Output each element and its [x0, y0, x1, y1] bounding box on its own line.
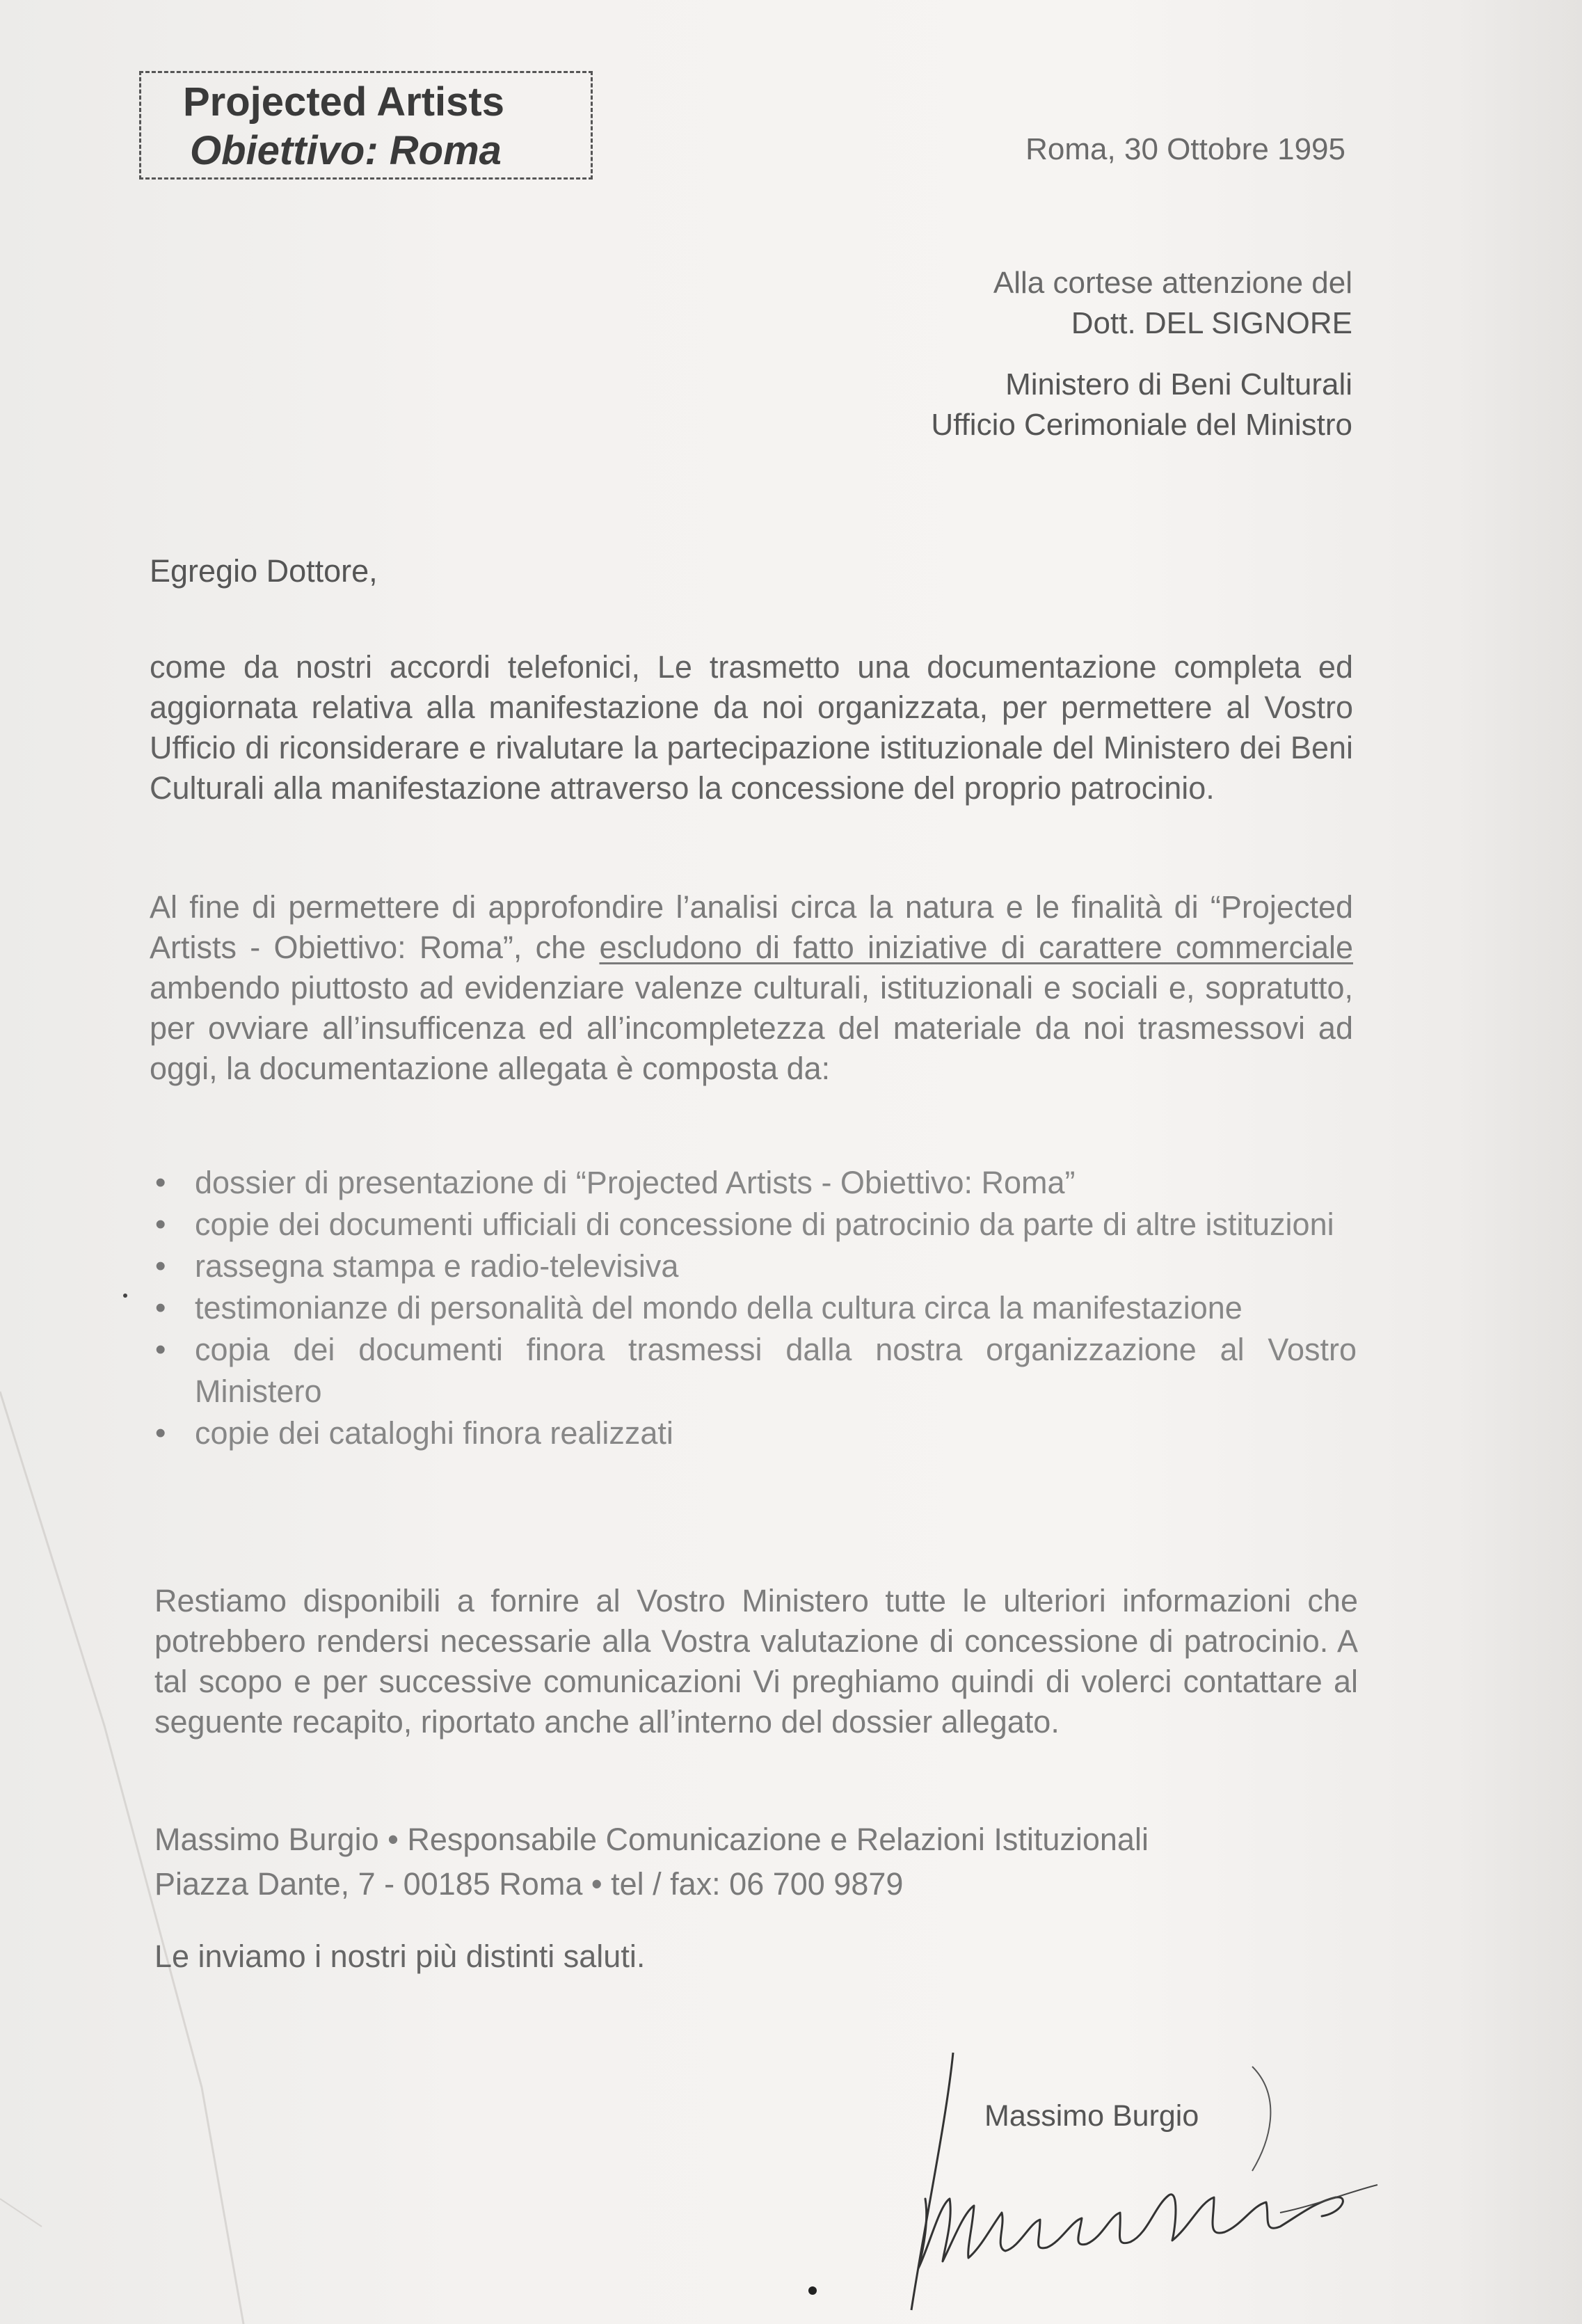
recipient-block [931, 263, 1352, 445]
signatory-name: Massimo Burgio [984, 2099, 1199, 2133]
body-paragraph-2 [150, 887, 1353, 1089]
paragraph-2-rest: ambendo piuttosto ad evidenziare valenze culturali, istituzionali e sociali e, sopratutto, per ovviare all’insufficenza ed all’incompletezza del materiale da noi trasmessovi ad oggi, la documentazione allegata è composta da: [150, 970, 1353, 1086]
attachments-list [150, 1162, 1357, 1454]
handwritten-signature [863, 2039, 1433, 2317]
logo-title: Projected Artists [183, 79, 504, 125]
letterhead-logo [139, 71, 593, 180]
salutation: Egregio Dottore, [150, 553, 378, 589]
paragraph-2-underlined: escludono di fatto iniziative di carattere commerciale [599, 930, 1353, 965]
list-item: • copie dei cataloghi finora realizzati [150, 1412, 1357, 1454]
contact-block [154, 1817, 1149, 1907]
letter-date: Roma, 30 Ottobre 1995 [1025, 132, 1345, 166]
list-item: • copie dei documenti ufficiali di concessione di patrocinio da parte di altre istituzioni [150, 1204, 1357, 1245]
list-item: • dossier di presentazione di “Projected Artists - Obiettivo: Roma” [150, 1162, 1357, 1204]
list-item: • testimonianze di personalità del mondo della cultura circa la manifestazione [150, 1287, 1357, 1329]
list-item: • rassegna stampa e radio-televisiva [150, 1245, 1357, 1287]
contact-name-role: Massimo Burgio • Responsabile Comunicazione e Relazioni Istituzionali [154, 1822, 1149, 1857]
recipient-name: Dott. DEL SIGNORE [1071, 306, 1352, 340]
body-paragraph-1: come da nostri accordi telefonici, Le trasmetto una documentazione completa ed aggiornata relativa alla manifestazione da noi organizzata, per permettere al Vostro Ufficio di riconsiderare e rivalutare la partecipazione istituzionale del Ministero dei Beni Culturali alla manifestazione attraverso la concessione del proprio patrocinio. [150, 649, 1353, 806]
logo-subtitle: Obiettivo: Roma [190, 128, 502, 173]
paragraph-2-intro: Al fine di permettere di approfondire l’analisi circa la natura e le finalità di “Projected Artists - Obiettivo: Roma”, che [150, 889, 1353, 965]
closing-line: Le inviamo i nostri più distinti saluti. [154, 1939, 646, 1974]
recipient-office: Ufficio Cerimoniale del Ministro [931, 408, 1352, 442]
body-paragraph-3: Restiamo disponibili a fornire al Vostro Ministero tutte le ulteriori informazioni che potrebbero rendersi necessarie alla Vostra valutazione di concessione di patrocinio. A tal scopo e per successive comunicazioni Vi preghiamo quindi di volerci contattare al seguente recapito, riportato anche all’interno del dossier allegato. [154, 1583, 1358, 1740]
contact-address: Piazza Dante, 7 - 00185 Roma • tel / fax: 06 700 9879 [154, 1866, 904, 1902]
recipient-attention: Alla cortese attenzione del [993, 266, 1352, 300]
recipient-ministry: Ministero di Beni Culturali [1005, 367, 1352, 401]
list-item: • copia dei documenti finora trasmessi dalla nostra organizzazione al Vostro Ministero [150, 1329, 1357, 1412]
